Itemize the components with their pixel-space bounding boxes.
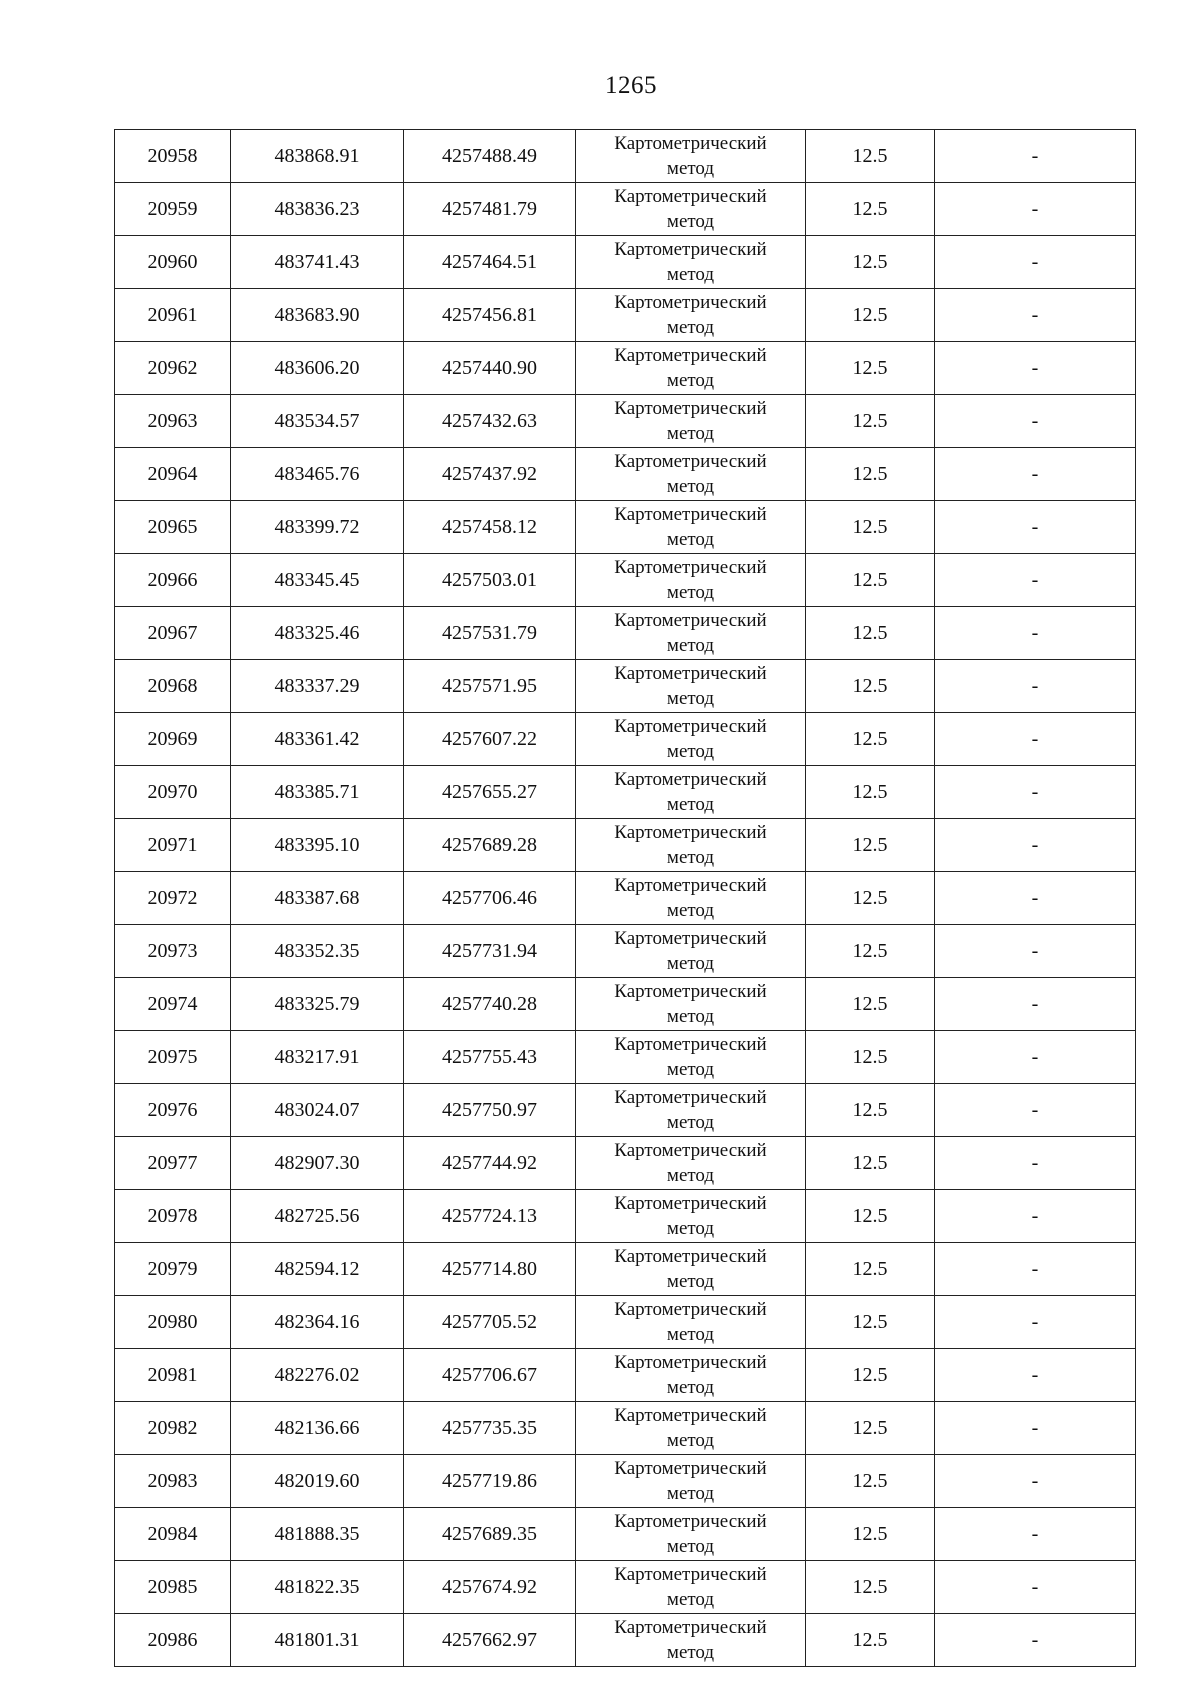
- accuracy-cell: 12.5: [806, 1243, 935, 1296]
- point-id-cell: 20974: [115, 978, 231, 1031]
- method-line1: Картометрический: [614, 1139, 767, 1161]
- method-line2: метод: [666, 793, 715, 815]
- x-coordinate-cell: 483465.76: [231, 448, 404, 501]
- method-line2: метод: [666, 422, 715, 444]
- note-cell: -: [935, 607, 1136, 660]
- method-line2: метод: [666, 1164, 715, 1186]
- method-line1: Картометрический: [614, 1033, 767, 1055]
- method-line1: Картометрический: [614, 1086, 767, 1108]
- accuracy-cell: 12.5: [806, 978, 935, 1031]
- x-coordinate-cell: 482594.12: [231, 1243, 404, 1296]
- x-coordinate-cell: 481822.35: [231, 1561, 404, 1614]
- x-coordinate-cell: 482276.02: [231, 1349, 404, 1402]
- note-cell: -: [935, 872, 1136, 925]
- point-id-cell: 20966: [115, 554, 231, 607]
- y-coordinate-cell: 4257607.22: [404, 713, 576, 766]
- method-line1: Картометрический: [614, 821, 767, 843]
- accuracy-cell: 12.5: [806, 607, 935, 660]
- y-coordinate-cell: 4257689.35: [404, 1508, 576, 1561]
- y-coordinate-cell: 4257689.28: [404, 819, 576, 872]
- y-coordinate-cell: 4257481.79: [404, 183, 576, 236]
- method-line2: метод: [666, 1482, 715, 1504]
- x-coordinate-cell: 483361.42: [231, 713, 404, 766]
- x-coordinate-cell: 483217.91: [231, 1031, 404, 1084]
- method-cell: [576, 1561, 806, 1614]
- accuracy-cell: 12.5: [806, 289, 935, 342]
- method-line2: метод: [666, 1005, 715, 1027]
- y-coordinate-cell: 4257714.80: [404, 1243, 576, 1296]
- point-id-cell: 20978: [115, 1190, 231, 1243]
- method-line2: метод: [666, 1641, 715, 1663]
- accuracy-cell: 12.5: [806, 448, 935, 501]
- accuracy-cell: 12.5: [806, 1614, 935, 1667]
- table-row: [115, 130, 1136, 183]
- x-coordinate-cell: 483399.72: [231, 501, 404, 554]
- table-row: [115, 1402, 1136, 1455]
- table-row: [115, 1296, 1136, 1349]
- page-number: 1265: [605, 72, 657, 99]
- method-cell: [576, 1296, 806, 1349]
- x-coordinate-cell: 483606.20: [231, 342, 404, 395]
- accuracy-cell: 12.5: [806, 1561, 935, 1614]
- method-cell: [576, 1190, 806, 1243]
- method-line2: метод: [666, 634, 715, 656]
- method-cell: [576, 501, 806, 554]
- point-id-cell: 20977: [115, 1137, 231, 1190]
- method-line2: метод: [666, 1058, 715, 1080]
- method-cell: [576, 183, 806, 236]
- note-cell: -: [935, 395, 1136, 448]
- accuracy-cell: 12.5: [806, 1455, 935, 1508]
- method-line1: Картометрический: [614, 185, 767, 207]
- x-coordinate-cell: 482364.16: [231, 1296, 404, 1349]
- x-coordinate-cell: 482019.60: [231, 1455, 404, 1508]
- note-cell: -: [935, 1084, 1136, 1137]
- y-coordinate-cell: 4257432.63: [404, 395, 576, 448]
- x-coordinate-cell: 483385.71: [231, 766, 404, 819]
- point-id-cell: 20969: [115, 713, 231, 766]
- point-id-cell: 20965: [115, 501, 231, 554]
- point-id-cell: 20962: [115, 342, 231, 395]
- accuracy-cell: 12.5: [806, 130, 935, 183]
- point-id-cell: 20984: [115, 1508, 231, 1561]
- table-row: [115, 1137, 1136, 1190]
- accuracy-cell: 12.5: [806, 183, 935, 236]
- table-body: [115, 130, 1136, 1667]
- method-line2: метод: [666, 1111, 715, 1133]
- point-id-cell: 20983: [115, 1455, 231, 1508]
- y-coordinate-cell: 4257724.13: [404, 1190, 576, 1243]
- method-line2: метод: [666, 899, 715, 921]
- method-cell: [576, 1402, 806, 1455]
- method-line1: Картометрический: [614, 662, 767, 684]
- y-coordinate-cell: 4257740.28: [404, 978, 576, 1031]
- y-coordinate-cell: 4257735.35: [404, 1402, 576, 1455]
- method-line1: Картометрический: [614, 238, 767, 260]
- method-line1: Картометрический: [614, 397, 767, 419]
- y-coordinate-cell: 4257719.86: [404, 1455, 576, 1508]
- method-line2: метод: [666, 846, 715, 868]
- table-row: [115, 1349, 1136, 1402]
- method-cell: [576, 766, 806, 819]
- accuracy-cell: 12.5: [806, 1084, 935, 1137]
- note-cell: -: [935, 342, 1136, 395]
- point-id-cell: 20976: [115, 1084, 231, 1137]
- y-coordinate-cell: 4257662.97: [404, 1614, 576, 1667]
- table-row: [115, 978, 1136, 1031]
- method-cell: [576, 1349, 806, 1402]
- accuracy-cell: 12.5: [806, 1031, 935, 1084]
- table-row: [115, 183, 1136, 236]
- method-line1: Картометрический: [614, 1192, 767, 1214]
- method-line2: метод: [666, 687, 715, 709]
- method-line2: метод: [666, 1323, 715, 1345]
- accuracy-cell: 12.5: [806, 395, 935, 448]
- y-coordinate-cell: 4257655.27: [404, 766, 576, 819]
- accuracy-cell: 12.5: [806, 1296, 935, 1349]
- table-row: [115, 1455, 1136, 1508]
- y-coordinate-cell: 4257503.01: [404, 554, 576, 607]
- y-coordinate-cell: 4257437.92: [404, 448, 576, 501]
- accuracy-cell: 12.5: [806, 660, 935, 713]
- table-row: [115, 660, 1136, 713]
- y-coordinate-cell: 4257750.97: [404, 1084, 576, 1137]
- table-row: [115, 342, 1136, 395]
- table-row: [115, 1508, 1136, 1561]
- y-coordinate-cell: 4257744.92: [404, 1137, 576, 1190]
- note-cell: -: [935, 1031, 1136, 1084]
- method-line1: Картометрический: [614, 715, 767, 737]
- accuracy-cell: 12.5: [806, 1402, 935, 1455]
- table-row: [115, 1614, 1136, 1667]
- method-line2: метод: [666, 263, 715, 285]
- method-line2: метод: [666, 581, 715, 603]
- method-cell: [576, 236, 806, 289]
- note-cell: -: [935, 1402, 1136, 1455]
- method-line1: Картометрический: [614, 874, 767, 896]
- x-coordinate-cell: 483345.45: [231, 554, 404, 607]
- accuracy-cell: 12.5: [806, 925, 935, 978]
- note-cell: -: [935, 1296, 1136, 1349]
- method-cell: [576, 554, 806, 607]
- y-coordinate-cell: 4257706.67: [404, 1349, 576, 1402]
- note-cell: -: [935, 713, 1136, 766]
- point-id-cell: 20968: [115, 660, 231, 713]
- method-cell: [576, 448, 806, 501]
- accuracy-cell: 12.5: [806, 872, 935, 925]
- accuracy-cell: 12.5: [806, 1349, 935, 1402]
- y-coordinate-cell: 4257706.46: [404, 872, 576, 925]
- method-line2: метод: [666, 475, 715, 497]
- method-cell: [576, 1455, 806, 1508]
- method-cell: [576, 130, 806, 183]
- x-coordinate-cell: 482136.66: [231, 1402, 404, 1455]
- note-cell: -: [935, 130, 1136, 183]
- method-line1: Картометрический: [614, 609, 767, 631]
- method-line1: Картометрический: [614, 1298, 767, 1320]
- x-coordinate-cell: 483325.46: [231, 607, 404, 660]
- note-cell: -: [935, 978, 1136, 1031]
- point-id-cell: 20958: [115, 130, 231, 183]
- method-cell: [576, 925, 806, 978]
- method-line2: метод: [666, 157, 715, 179]
- x-coordinate-cell: 483683.90: [231, 289, 404, 342]
- x-coordinate-cell: 481801.31: [231, 1614, 404, 1667]
- y-coordinate-cell: 4257755.43: [404, 1031, 576, 1084]
- method-cell: [576, 1031, 806, 1084]
- note-cell: -: [935, 766, 1136, 819]
- x-coordinate-cell: 483325.79: [231, 978, 404, 1031]
- method-line1: Картометрический: [614, 1404, 767, 1426]
- method-line2: метод: [666, 1588, 715, 1610]
- y-coordinate-cell: 4257456.81: [404, 289, 576, 342]
- x-coordinate-cell: 483337.29: [231, 660, 404, 713]
- note-cell: -: [935, 819, 1136, 872]
- method-cell: [576, 713, 806, 766]
- table-row: [115, 236, 1136, 289]
- table-row: [115, 766, 1136, 819]
- point-id-cell: 20986: [115, 1614, 231, 1667]
- x-coordinate-cell: 482907.30: [231, 1137, 404, 1190]
- method-line1: Картометрический: [614, 503, 767, 525]
- point-id-cell: 20973: [115, 925, 231, 978]
- point-id-cell: 20970: [115, 766, 231, 819]
- note-cell: -: [935, 1243, 1136, 1296]
- x-coordinate-cell: 483534.57: [231, 395, 404, 448]
- method-line2: метод: [666, 316, 715, 338]
- method-line1: Картометрический: [614, 1457, 767, 1479]
- y-coordinate-cell: 4257440.90: [404, 342, 576, 395]
- note-cell: -: [935, 289, 1136, 342]
- method-line1: Картометрический: [614, 556, 767, 578]
- method-line2: метод: [666, 1376, 715, 1398]
- method-line1: Картометрический: [614, 1245, 767, 1267]
- x-coordinate-cell: 483024.07: [231, 1084, 404, 1137]
- y-coordinate-cell: 4257571.95: [404, 660, 576, 713]
- method-line2: метод: [666, 952, 715, 974]
- accuracy-cell: 12.5: [806, 1508, 935, 1561]
- table-row: [115, 1190, 1136, 1243]
- method-cell: [576, 289, 806, 342]
- point-id-cell: 20964: [115, 448, 231, 501]
- y-coordinate-cell: 4257464.51: [404, 236, 576, 289]
- table-row: [115, 1243, 1136, 1296]
- point-id-cell: 20971: [115, 819, 231, 872]
- point-id-cell: 20972: [115, 872, 231, 925]
- method-line1: Картометрический: [614, 132, 767, 154]
- table-row: [115, 607, 1136, 660]
- note-cell: -: [935, 1455, 1136, 1508]
- x-coordinate-cell: 483868.91: [231, 130, 404, 183]
- table-row: [115, 1031, 1136, 1084]
- method-cell: [576, 819, 806, 872]
- table-row: [115, 1084, 1136, 1137]
- method-line1: Картометрический: [614, 450, 767, 472]
- method-line2: метод: [666, 210, 715, 232]
- table-row: [115, 1561, 1136, 1614]
- accuracy-cell: 12.5: [806, 554, 935, 607]
- table-row: [115, 713, 1136, 766]
- note-cell: -: [935, 554, 1136, 607]
- x-coordinate-cell: 483741.43: [231, 236, 404, 289]
- note-cell: -: [935, 1349, 1136, 1402]
- method-line1: Картометрический: [614, 927, 767, 949]
- method-cell: [576, 395, 806, 448]
- point-id-cell: 20979: [115, 1243, 231, 1296]
- note-cell: -: [935, 501, 1136, 554]
- method-cell: [576, 1508, 806, 1561]
- method-cell: [576, 872, 806, 925]
- method-line2: метод: [666, 528, 715, 550]
- accuracy-cell: 12.5: [806, 342, 935, 395]
- table-row: [115, 872, 1136, 925]
- accuracy-cell: 12.5: [806, 501, 935, 554]
- method-line1: Картометрический: [614, 1351, 767, 1373]
- method-cell: [576, 1614, 806, 1667]
- method-line1: Картометрический: [614, 291, 767, 313]
- point-id-cell: 20975: [115, 1031, 231, 1084]
- note-cell: -: [935, 448, 1136, 501]
- x-coordinate-cell: 481888.35: [231, 1508, 404, 1561]
- method-line2: метод: [666, 1270, 715, 1292]
- method-line2: метод: [666, 1429, 715, 1451]
- accuracy-cell: 12.5: [806, 1137, 935, 1190]
- y-coordinate-cell: 4257705.52: [404, 1296, 576, 1349]
- point-id-cell: 20961: [115, 289, 231, 342]
- accuracy-cell: 12.5: [806, 819, 935, 872]
- method-cell: [576, 978, 806, 1031]
- note-cell: -: [935, 1190, 1136, 1243]
- accuracy-cell: 12.5: [806, 766, 935, 819]
- accuracy-cell: 12.5: [806, 713, 935, 766]
- x-coordinate-cell: 483395.10: [231, 819, 404, 872]
- x-coordinate-cell: 483836.23: [231, 183, 404, 236]
- point-id-cell: 20980: [115, 1296, 231, 1349]
- y-coordinate-cell: 4257731.94: [404, 925, 576, 978]
- y-coordinate-cell: 4257488.49: [404, 130, 576, 183]
- y-coordinate-cell: 4257458.12: [404, 501, 576, 554]
- table-row: [115, 819, 1136, 872]
- x-coordinate-cell: 483387.68: [231, 872, 404, 925]
- point-id-cell: 20981: [115, 1349, 231, 1402]
- method-cell: [576, 660, 806, 713]
- note-cell: -: [935, 1508, 1136, 1561]
- y-coordinate-cell: 4257531.79: [404, 607, 576, 660]
- method-line2: метод: [666, 369, 715, 391]
- method-line1: Картометрический: [614, 1563, 767, 1585]
- method-cell: [576, 1084, 806, 1137]
- table-row: [115, 395, 1136, 448]
- point-id-cell: 20982: [115, 1402, 231, 1455]
- x-coordinate-cell: 483352.35: [231, 925, 404, 978]
- coordinates-table: [114, 129, 1136, 1667]
- method-line1: Картометрический: [614, 1616, 767, 1638]
- method-line2: метод: [666, 740, 715, 762]
- point-id-cell: 20967: [115, 607, 231, 660]
- table-row: [115, 925, 1136, 978]
- table-row: [115, 289, 1136, 342]
- note-cell: -: [935, 1137, 1136, 1190]
- point-id-cell: 20985: [115, 1561, 231, 1614]
- method-line1: Картометрический: [614, 1510, 767, 1532]
- method-line2: метод: [666, 1217, 715, 1239]
- table-row: [115, 448, 1136, 501]
- note-cell: -: [935, 183, 1136, 236]
- method-cell: [576, 342, 806, 395]
- accuracy-cell: 12.5: [806, 1190, 935, 1243]
- accuracy-cell: 12.5: [806, 236, 935, 289]
- y-coordinate-cell: 4257674.92: [404, 1561, 576, 1614]
- note-cell: -: [935, 660, 1136, 713]
- method-cell: [576, 607, 806, 660]
- point-id-cell: 20963: [115, 395, 231, 448]
- method-line1: Картометрический: [614, 768, 767, 790]
- note-cell: -: [935, 1561, 1136, 1614]
- note-cell: -: [935, 1614, 1136, 1667]
- point-id-cell: 20959: [115, 183, 231, 236]
- method-line2: метод: [666, 1535, 715, 1557]
- point-id-cell: 20960: [115, 236, 231, 289]
- note-cell: -: [935, 925, 1136, 978]
- method-cell: [576, 1137, 806, 1190]
- x-coordinate-cell: 482725.56: [231, 1190, 404, 1243]
- table-row: [115, 501, 1136, 554]
- method-line1: Картометрический: [614, 980, 767, 1002]
- method-cell: [576, 1243, 806, 1296]
- method-line1: Картометрический: [614, 344, 767, 366]
- note-cell: -: [935, 236, 1136, 289]
- table-row: [115, 554, 1136, 607]
